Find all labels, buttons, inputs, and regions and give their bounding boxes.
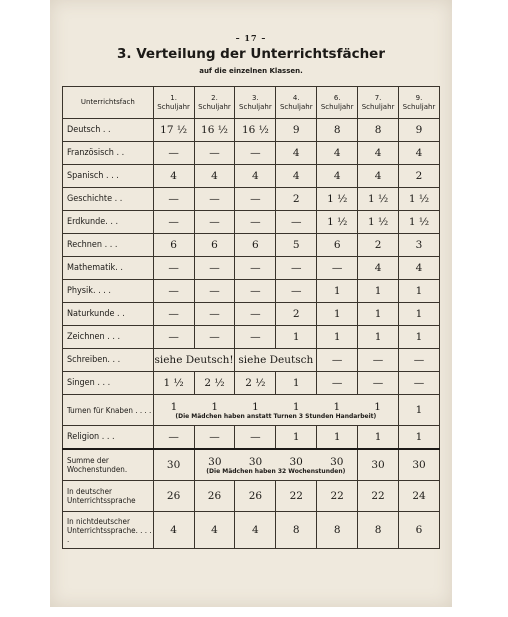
table-cell: 8: [358, 512, 399, 549]
table-cell: 4: [276, 142, 317, 165]
table-cell: 8: [276, 512, 317, 549]
header-class-num: 2.: [211, 93, 218, 102]
table-cell: 1 ½: [153, 372, 194, 395]
row-turnen: [63, 395, 440, 426]
table-cell: —: [153, 326, 194, 349]
header-class-num: 1.: [170, 93, 177, 102]
table-cell: 6: [194, 234, 235, 257]
table-cell: —: [153, 280, 194, 303]
row-deutsch: [63, 119, 440, 142]
table-cell: 2 ½: [194, 372, 235, 395]
subject-name: Erdkunde. . .: [63, 211, 154, 234]
table-cell: 1: [276, 372, 317, 395]
table-cell: —: [399, 349, 440, 372]
summe-note: (Die Mädchen haben 32 Wochenstunden): [206, 467, 346, 475]
table-cell: —: [194, 426, 235, 450]
table-cell: —: [194, 280, 235, 303]
table-cell: 4: [153, 165, 194, 188]
row-mathematik: [63, 257, 440, 280]
table-cell: 1: [276, 326, 317, 349]
page-subtitle: auf die einzelnen Klassen.: [199, 67, 303, 75]
table-cell: 4: [358, 257, 399, 280]
header-class-num: 7.: [374, 93, 382, 102]
table-cell: 4: [358, 142, 399, 165]
subject-name: Rechnen . . .: [63, 234, 154, 257]
page-number: – 17 –: [235, 33, 267, 43]
row-franzoesisch: [63, 142, 440, 165]
row-geschichte: [63, 188, 440, 211]
header-class-label: Schuljahr: [198, 102, 231, 111]
table-cell: 26: [153, 481, 194, 512]
row-naturkunde: [63, 303, 440, 326]
table-cell: 30: [289, 455, 303, 468]
row-singen: [63, 372, 440, 395]
table-cell: 30: [399, 449, 440, 481]
table-cell: 1: [399, 326, 440, 349]
table-cell: 1: [358, 280, 399, 303]
table-cell: 16 ½: [235, 119, 276, 142]
table-cell: 26: [194, 481, 235, 512]
table-cell: —: [153, 303, 194, 326]
subject-name: Mathematik. .: [63, 257, 154, 280]
table-cell: 4: [235, 512, 276, 549]
turnen-values: [154, 401, 398, 413]
table-cell: —: [399, 372, 440, 395]
table-cell: 16 ½: [194, 119, 235, 142]
table-cell: 4: [194, 165, 235, 188]
subject-name: Physik. . . .: [63, 280, 154, 303]
row-rechnen: [63, 234, 440, 257]
table-cell: —: [358, 372, 399, 395]
table-cell: —: [153, 142, 194, 165]
table-cell: 22: [317, 481, 358, 512]
table-cell: 8: [317, 119, 358, 142]
table-cell: 4: [194, 512, 235, 549]
table-cell: 1: [333, 400, 341, 413]
header-subject: Unterrichtsfach: [63, 87, 154, 119]
table-cell: 4: [317, 142, 358, 165]
header-class: [153, 87, 194, 119]
table-cell: 4: [235, 165, 276, 188]
book-page: [50, 0, 452, 607]
table-header-row: [63, 87, 440, 119]
header-class-num: 9.: [415, 93, 423, 102]
table-cell: 1: [170, 400, 178, 413]
table-cell: 22: [276, 481, 317, 512]
table-cell: 1: [399, 303, 440, 326]
table-cell: 30: [330, 455, 344, 468]
table-cell: —: [235, 211, 276, 234]
table-cell: 3: [399, 234, 440, 257]
subject-distribution-table: [62, 86, 440, 549]
table-cell: 1: [317, 303, 358, 326]
header-class-num: 6.: [333, 93, 341, 102]
table-cell: 30: [153, 449, 194, 481]
table-cell: 4: [153, 512, 194, 549]
table-cell-merged: siehe Deutsch: [235, 349, 317, 372]
row-schreiben: [63, 349, 440, 372]
table-cell: 1: [317, 326, 358, 349]
turnen-note: (Die Mädchen haben anstatt Turnen 3 Stunden Handarbeit): [175, 412, 377, 420]
table-cell: 1: [399, 395, 440, 426]
header-class: [276, 87, 317, 119]
subject-name: Summe der Wochenstunden.: [63, 449, 154, 481]
table-cell: 4: [399, 257, 440, 280]
table-cell: 1: [399, 426, 440, 450]
table-cell: —: [235, 303, 276, 326]
header-class-label: Schuljahr: [361, 102, 395, 111]
table-cell: 6: [235, 234, 276, 257]
table-cell: 30: [358, 449, 399, 481]
table-cell: 1: [252, 400, 259, 413]
table-cell: 26: [235, 481, 276, 512]
subject-name: Deutsch . .: [63, 119, 154, 142]
header-class-label: Schuljahr: [239, 102, 272, 111]
subject-name: Zeichnen . . .: [63, 326, 154, 349]
header-class: [399, 87, 440, 119]
row-spanisch: [63, 165, 440, 188]
table-cell: —: [194, 326, 235, 349]
header-class: [358, 87, 399, 119]
header-class-label: Schuljahr: [320, 102, 354, 111]
table-cell: 6: [399, 512, 440, 549]
table-cell: 30: [208, 455, 222, 468]
table-cell: 1: [317, 280, 358, 303]
table-cell: 30: [248, 455, 263, 468]
summe-values: [195, 456, 358, 468]
header-class: [317, 87, 358, 119]
table-cell: 1: [374, 400, 381, 413]
table-cell: —: [276, 280, 317, 303]
table-cell: 6: [153, 234, 194, 257]
table-cell: 1: [292, 400, 300, 413]
table-cell: 1: [317, 426, 358, 450]
row-deutsche-unterrichtssprache: [63, 481, 440, 512]
header-class-num: 3.: [252, 93, 259, 102]
table-cell: 2: [358, 234, 399, 257]
table-cell: 17 ½: [153, 119, 194, 142]
table-cell: 2: [276, 188, 317, 211]
table-cell: 8: [358, 119, 399, 142]
table-cell: 1: [358, 326, 399, 349]
page-title: 3. Verteilung der Unterrichtsfächer: [116, 46, 385, 62]
table-cell: 1 ½: [358, 211, 399, 234]
table-cell: —: [276, 211, 317, 234]
table-cell: 1: [358, 426, 399, 450]
table-cell: 9: [276, 119, 317, 142]
table-cell: 2: [276, 303, 317, 326]
header-class-label: Schuljahr: [157, 102, 190, 111]
table-cell: —: [153, 188, 194, 211]
header-class-label: Schuljahr: [279, 102, 313, 111]
table-cell: 1 ½: [317, 188, 358, 211]
subject-name: Religion . . .: [63, 426, 154, 450]
table-cell: —: [358, 349, 399, 372]
table-cell: 1 ½: [317, 211, 358, 234]
row-nichtdeutsche-unterrichtssprache: [63, 512, 440, 549]
subject-name: Schreiben. . .: [63, 349, 154, 372]
table-cell: —: [153, 211, 194, 234]
row-erdkunde: [63, 211, 440, 234]
row-summe: [63, 449, 440, 481]
table-cell: —: [235, 426, 276, 450]
table-cell: 2: [399, 165, 440, 188]
table-cell: 1 ½: [399, 188, 440, 211]
table-cell: 24: [399, 481, 440, 512]
table-cell-merged: [194, 449, 358, 481]
table-cell: —: [194, 142, 235, 165]
row-religion: [63, 426, 440, 450]
table-cell: 4: [276, 165, 317, 188]
table-cell: —: [235, 188, 276, 211]
table-cell: —: [153, 426, 194, 450]
table-cell: 4: [399, 142, 440, 165]
table-cell: 4: [317, 165, 358, 188]
row-physik: [63, 280, 440, 303]
subject-name: Singen . . .: [63, 372, 154, 395]
subject-name: Spanisch . . .: [63, 165, 154, 188]
subject-name: In nichtdeutscher Unterrichtssprache. . . . .: [63, 512, 154, 549]
table-cell-merged: siehe Deutsch!: [153, 349, 235, 372]
table-cell: 1: [276, 426, 317, 450]
subject-name: Französisch . .: [63, 142, 154, 165]
subject-name: In deutscher Unterrichtssprache: [63, 481, 154, 512]
table-cell: —: [235, 142, 276, 165]
table-cell: 1 ½: [358, 188, 399, 211]
table-cell: 9: [399, 119, 440, 142]
table-cell: 4: [358, 165, 399, 188]
table-cell: —: [194, 303, 235, 326]
header-class: [194, 87, 235, 119]
table-cell: 1: [399, 280, 440, 303]
table-cell: 8: [317, 512, 358, 549]
table-cell: —: [317, 349, 358, 372]
table-cell: —: [194, 211, 235, 234]
table-cell: 6: [317, 234, 358, 257]
table-cell: 22: [358, 481, 399, 512]
subject-name: Naturkunde . .: [63, 303, 154, 326]
subject-name: Geschichte . .: [63, 188, 154, 211]
header-class: [235, 87, 276, 119]
header-class-num: 4.: [292, 93, 300, 102]
table-cell: —: [317, 372, 358, 395]
table-cell: —: [235, 326, 276, 349]
table-cell: —: [153, 257, 194, 280]
table-cell: 5: [276, 234, 317, 257]
table-cell-merged: [153, 395, 398, 426]
table-cell: 1: [358, 303, 399, 326]
table-cell: —: [235, 257, 276, 280]
table-cell: 2 ½: [235, 372, 276, 395]
header-class-label: Schuljahr: [402, 102, 436, 111]
table-cell: 1 ½: [399, 211, 440, 234]
table-cell: —: [276, 257, 317, 280]
table-cell: —: [194, 188, 235, 211]
table-cell: —: [194, 257, 235, 280]
row-zeichnen: [63, 326, 440, 349]
table-cell: 1: [211, 400, 219, 413]
table-cell: —: [235, 280, 276, 303]
table-cell: —: [317, 257, 358, 280]
subject-name: Turnen für Knaben . . . .: [63, 395, 154, 426]
